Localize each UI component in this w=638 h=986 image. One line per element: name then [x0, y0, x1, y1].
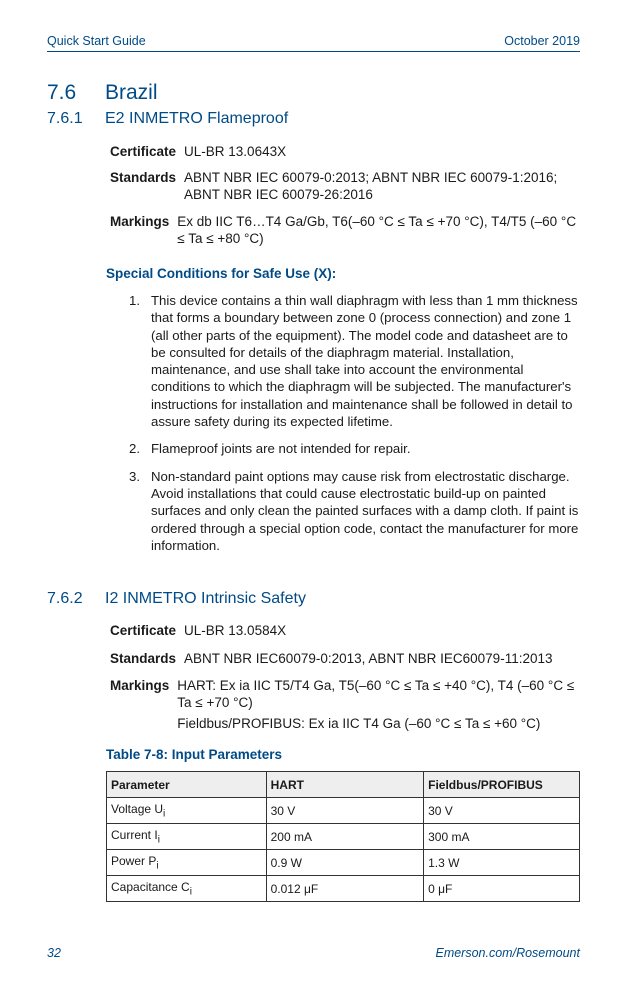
standards-row — [110, 169, 580, 203]
subsection-title: E2 INMETRO Flameproof — [105, 110, 289, 127]
fieldbus-cell: 30 V — [424, 798, 580, 824]
subsection-heading-flameproof — [47, 110, 288, 128]
markings-label: Markings — [110, 678, 170, 693]
fieldbus-cell: 300 mA — [424, 824, 580, 850]
section-number: 7.6 — [47, 81, 77, 104]
list-item — [129, 292, 584, 430]
hart-cell: 30 V — [266, 798, 424, 824]
list-item-text: Non-standard paint options may cause risk from electrostatic discharge. Avoid installations that could cause electrostatic build-up on painted surfaces and only clean the painted surfaces with a damp cloth. If paint is ordered through a special option code, contact the manufacturer for more information. — [151, 468, 579, 553]
certificate-row — [110, 143, 580, 160]
subsection-number: 7.6.1 — [47, 110, 83, 127]
special-conditions-title: Special Conditions for Safe Use (X): — [106, 266, 337, 281]
markings-value — [177, 677, 580, 732]
footer-website: Emerson.com/Rosemount — [435, 946, 580, 960]
parameter-cell — [107, 876, 267, 902]
parameter-cell — [107, 824, 267, 850]
standards-label: Standards — [110, 170, 177, 185]
standards-row — [110, 650, 580, 667]
parameter-name: Power P — [111, 853, 157, 868]
parameter-cell — [107, 850, 267, 876]
parameter-subscript: i — [157, 834, 160, 846]
list-item-number: 2. — [129, 441, 140, 457]
section-heading — [47, 81, 158, 105]
column-header: Fieldbus/PROFIBUS — [424, 772, 580, 798]
list-item-text: This device contains a thin wall diaphragm with less than 1 mm thickness that forms a boundary between zone 0 (process connection) and zone 1 (all other parts of the equipment). The model code and datasheet are to be consulted for details of the diaphragm material. Installation, maintenance, and use shall take into account the environmental conditions to which the diaphragm will be subjected. The manufacturer's instructions for installation and maintenance shall be followed in detail to assure safety during its expected lifetime. — [151, 293, 578, 430]
page-header — [47, 34, 580, 52]
page-number: 32 — [47, 946, 61, 960]
subsection-number: 7.6.2 — [47, 590, 83, 607]
list-item-number: 1. — [129, 293, 140, 308]
fieldbus-cell: 0 μF — [424, 876, 580, 902]
standards-value: ABNT NBR IEC 60079-0:2013; ABNT NBR IEC 60079-1:2016; ABNT NBR IEC 60079-26:2016 — [184, 170, 558, 202]
special-conditions-list — [129, 292, 584, 564]
hart-cell: 200 mA — [266, 824, 424, 850]
markings-hart: HART: Ex ia IIC T5/T4 Ga, T5(–60 °C ≤ Ta ≤ +40 °C), T4 (–60 °C ≤ Ta ≤ +70 °C) — [177, 678, 575, 710]
certificate-label: Certificate — [110, 144, 177, 159]
parameter-subscript: i — [163, 808, 166, 820]
standards-value: ABNT NBR IEC60079-0:2013, ABNT NBR IEC60079-11:2013 — [184, 651, 553, 666]
certificate-value: UL-BR 13.0643X — [184, 144, 287, 159]
markings-label: Markings — [110, 214, 170, 229]
section-title: Brazil — [105, 81, 158, 104]
list-item — [129, 468, 584, 554]
certificate-row — [110, 622, 580, 639]
parameter-cell — [107, 798, 267, 824]
markings-row — [110, 213, 580, 247]
subsection-title: I2 INMETRO Intrinsic Safety — [105, 590, 306, 607]
table-header-row — [107, 772, 580, 798]
table-caption: Table 7-8: Input Parameters — [106, 747, 283, 762]
markings-row — [110, 677, 580, 732]
page-footer — [47, 946, 580, 960]
markings-value: Ex db IIC T6…T4 Ga/Gb, T6(–60 °C ≤ Ta ≤ +70 °C), T4/T5 (–60 °C ≤ Ta ≤ +80 °C) — [177, 214, 577, 246]
column-header: HART — [266, 772, 424, 798]
list-item — [129, 440, 584, 457]
table-row — [107, 876, 580, 902]
parameter-name: Voltage U — [111, 801, 164, 816]
list-item-text: Flameproof joints are not intended for repair. — [151, 441, 411, 457]
table-row — [107, 824, 580, 850]
header-date: October 2019 — [504, 34, 580, 48]
subsection-heading-intrinsic-safety — [47, 590, 306, 608]
column-header: Parameter — [107, 772, 267, 798]
table-row — [107, 850, 580, 876]
table-row — [107, 798, 580, 824]
markings-fieldbus: Fieldbus/PROFIBUS: Ex ia IIC T4 Ga (–60 °C ≤ Ta ≤ +60 °C) — [177, 716, 541, 731]
parameter-name: Capacitance C — [111, 879, 190, 894]
header-guide-title: Quick Start Guide — [47, 34, 146, 48]
hart-cell: 0.9 W — [266, 850, 424, 876]
parameter-name: Current I — [111, 827, 158, 842]
standards-label: Standards — [110, 651, 177, 666]
fieldbus-cell: 1.3 W — [424, 850, 580, 876]
certificate-value: UL-BR 13.0584X — [184, 623, 287, 638]
parameter-subscript: i — [156, 860, 159, 872]
hart-cell: 0.012 μF — [266, 876, 424, 902]
input-parameters-table — [106, 771, 580, 902]
certificate-label: Certificate — [110, 623, 177, 638]
list-item-number: 3. — [129, 468, 140, 484]
parameter-subscript: i — [189, 886, 192, 898]
